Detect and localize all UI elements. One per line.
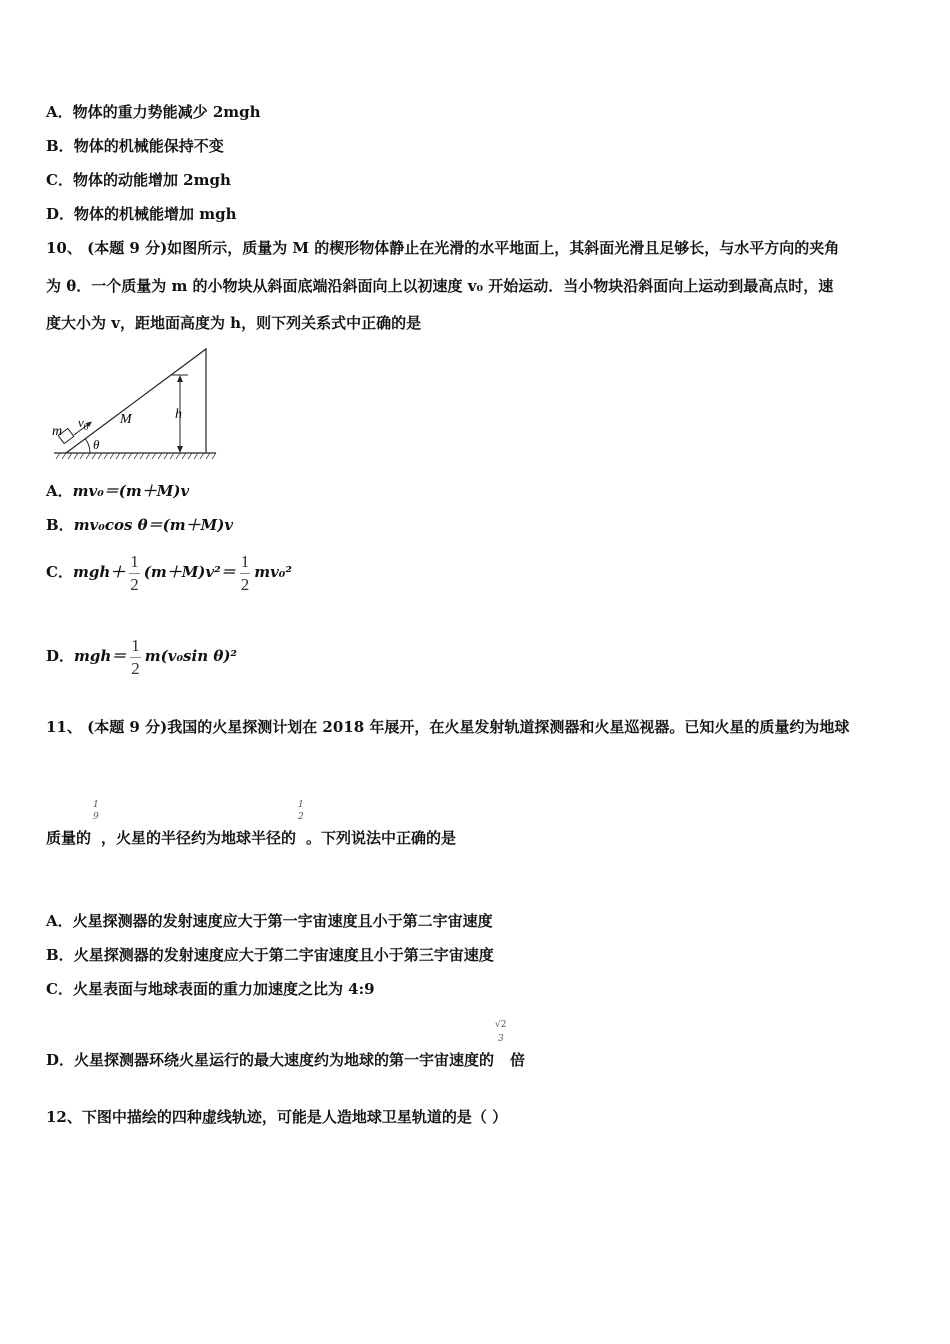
q11-option-d <box>46 1020 526 1070</box>
option-text: 物体的动能增加 2mgh <box>72 171 231 189</box>
fraction-denominator: 2 <box>130 574 139 594</box>
option-label: D． <box>46 1051 75 1069</box>
small-fraction <box>296 800 306 843</box>
option-text: 物体的机械能增加 mgh <box>74 205 237 223</box>
option-label: B． <box>46 946 74 964</box>
fraction-numerator: √2 <box>495 1020 507 1030</box>
fraction-denominator: 9 <box>93 812 99 822</box>
option-text: 物体的机械能保持不变 <box>73 137 224 155</box>
fraction-numerator: 1 <box>298 800 304 810</box>
option-label: D． <box>46 647 75 665</box>
small-fraction <box>494 1020 510 1065</box>
option-text: 倍 <box>510 1051 526 1069</box>
option-label: C． <box>46 980 73 998</box>
question-score: (本题 9 分) <box>87 239 168 257</box>
option-text: 火星探测器的发射速度应大于第一宇宙速度且小于第二宇宙速度 <box>72 912 493 930</box>
option-text: mv₀cos θ＝(m＋M)v <box>73 516 234 534</box>
figure-label-m: m <box>52 424 63 439</box>
question-text: 我国的火星探测计划在 2018 年展开，在火星发射轨道探测器和火星巡视器。已知火星的质量约为地球 <box>167 718 850 736</box>
q11-stem-line2 <box>46 800 457 848</box>
option-text: mv₀＝(m＋M)v <box>72 482 190 500</box>
fraction <box>240 551 251 596</box>
fraction-denominator: 2 <box>298 812 304 822</box>
figure-label-h: h <box>175 407 182 422</box>
q11-option-c <box>46 979 375 999</box>
option-label: D． <box>46 205 75 223</box>
q11-option-b <box>46 945 494 965</box>
option-label: B． <box>46 137 74 155</box>
wedge-figure <box>46 343 222 463</box>
q9-option-b <box>46 136 224 156</box>
formula-part: mgh＋ <box>72 563 126 581</box>
q10-stem-line2: 为 θ．一个质量为 m 的小物块从斜面底端沿斜面向上以初速度 v₀ 开始运动．当小物块沿斜面向上运动到最高点时，速 <box>46 277 834 295</box>
fraction-numerator: 1 <box>240 551 251 574</box>
question-text: 。下列说法中正确的是 <box>306 829 457 847</box>
question-text: 质量的 <box>46 829 92 847</box>
figure-label-M: M <box>120 412 132 427</box>
option-label: C． <box>46 563 73 581</box>
figure-label-theta: θ <box>93 437 100 452</box>
option-label: B． <box>46 516 74 534</box>
option-text: 火星探测器环绕火星运行的最大速度约为地球的第一宇宙速度的 <box>74 1051 495 1069</box>
fraction-denominator: 2 <box>131 658 140 678</box>
figure-label-v0: $v_0$ <box>78 415 89 432</box>
formula-part: mv₀² <box>254 563 292 581</box>
question-text: 如图所示，质量为 M 的楔形物体静止在光滑的水平地面上，其斜面光滑且足够长，与水平方向的夹角 <box>167 239 840 257</box>
fraction-numerator: 1 <box>93 800 99 810</box>
fraction-denominator: 3 <box>498 1034 504 1044</box>
q10-option-c <box>46 548 292 596</box>
option-label: A． <box>46 912 73 930</box>
option-label: C． <box>46 171 73 189</box>
option-text: 火星表面与地球表面的重力加速度之比为 4:9 <box>72 980 375 998</box>
formula-part: mgh＝ <box>74 647 127 665</box>
formula-part: (m＋M)v²＝ <box>143 563 236 581</box>
q10-option-b <box>46 515 233 535</box>
fraction <box>130 635 141 680</box>
fraction-numerator: 1 <box>130 635 141 658</box>
q11-stem-line1 <box>46 717 849 737</box>
small-fraction <box>91 800 101 843</box>
q10-option-d <box>46 632 237 680</box>
q11-option-a <box>46 911 493 931</box>
option-text: 火星探测器的发射速度应大于第二宇宙速度且小于第三宇宙速度 <box>73 946 494 964</box>
question-number: 11、 <box>46 718 82 736</box>
fraction <box>129 551 140 596</box>
option-label: A． <box>46 103 73 121</box>
option-text: 物体的重力势能减少 2mgh <box>72 103 261 121</box>
q10-stem-line1 <box>46 238 839 258</box>
q9-option-a <box>46 102 261 122</box>
question-text: ，火星的半径约为地球半径的 <box>101 829 297 847</box>
fraction-numerator: 1 <box>129 551 140 574</box>
question-score: (本题 9 分) <box>87 718 168 736</box>
question-number: 10、 <box>46 239 82 257</box>
fraction-denominator: 2 <box>240 574 250 594</box>
option-label: A． <box>46 482 73 500</box>
q10-option-a <box>46 481 189 501</box>
q12-stem: 12、下图中描绘的四种虚线轨迹，可能是人造地球卫星轨道的是（ ） <box>46 1108 508 1126</box>
formula-part: m(v₀sin θ)² <box>144 647 237 665</box>
q10-stem-line3: 度大小为 v，距地面高度为 h，则下列关系式中正确的是 <box>46 314 422 332</box>
q9-option-c <box>46 170 231 190</box>
q9-option-d <box>46 204 237 224</box>
